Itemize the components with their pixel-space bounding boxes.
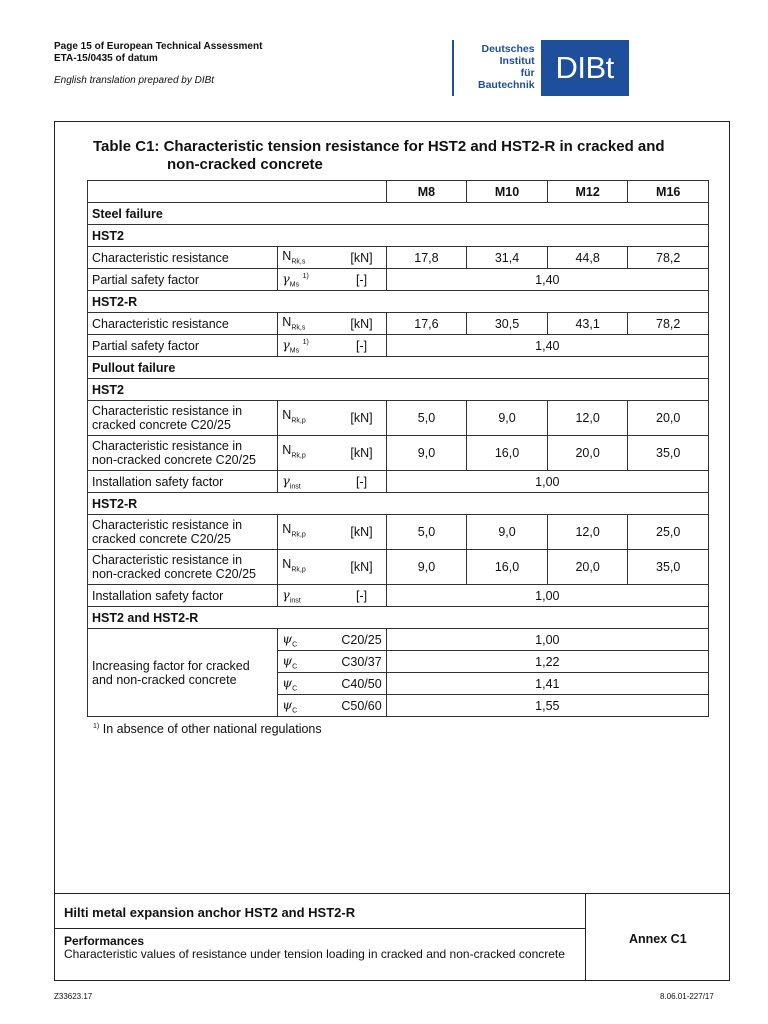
row-label: Installation safety factor — [88, 471, 278, 493]
table-title-line-1: Table C1: Characteristic tension resistance for HST2 and HST2-R in cracked and — [93, 138, 665, 155]
table-row — [88, 436, 709, 471]
group-hst2: HST2 — [88, 225, 709, 247]
product-title: Hilti metal expansion anchor HST2 and HST2-R — [64, 905, 356, 920]
group-row — [88, 291, 709, 313]
content-frame — [54, 121, 730, 981]
value-cell: 20,0 — [628, 401, 709, 436]
table-header-row — [88, 181, 709, 203]
value-cell: 20,0 — [547, 550, 628, 585]
unit-cell: [-] — [337, 335, 386, 357]
row-label: Characteristic resistance in cracked concrete C20/25 — [88, 515, 278, 550]
group-both: HST2 and HST2-R — [88, 607, 709, 629]
value-cell: 9,0 — [386, 550, 467, 585]
row-label: Characteristic resistance — [88, 247, 278, 269]
section-row — [88, 357, 709, 379]
unit-cell: [kN] — [337, 247, 386, 269]
logo-divider — [452, 40, 454, 96]
table-row — [88, 401, 709, 436]
footnote — [93, 722, 322, 736]
value-cell: 1,40 — [386, 269, 708, 291]
value-cell: 16,0 — [467, 436, 548, 471]
symbol-cell: $\psi_C$ — [278, 673, 338, 695]
symbol-cell: $\gamma_{Ms}$ $^{1)}$ — [278, 269, 338, 291]
table-row — [88, 247, 709, 269]
unit-cell: [kN] — [337, 313, 386, 335]
symbol-cell: $N_{Rk,p}$ — [278, 515, 338, 550]
value-cell: 17,8 — [386, 247, 467, 269]
value-cell: 5,0 — [386, 401, 467, 436]
symbol-cell: $N_{Rk,p}$ — [278, 436, 338, 471]
unit-cell: [kN] — [337, 436, 386, 471]
unit-cell: [-] — [337, 471, 386, 493]
table-row — [88, 335, 709, 357]
value-cell: 1,41 — [386, 673, 708, 695]
value-cell: 1,00 — [386, 585, 708, 607]
section-title: Performances — [64, 934, 145, 948]
value-cell: 20,0 — [547, 436, 628, 471]
symbol-cell: $N_{Rk,p}$ — [278, 550, 338, 585]
value-cell: 43,1 — [547, 313, 628, 335]
value-cell: 1,00 — [386, 629, 708, 651]
table-title-line-2: non-cracked concrete — [167, 156, 323, 173]
group-row — [88, 379, 709, 401]
footer-left: Z33623.17 — [54, 992, 93, 1001]
table-row — [88, 629, 709, 651]
resistance-table — [87, 180, 709, 717]
value-cell: 78,2 — [628, 247, 709, 269]
value-cell: 12,0 — [547, 515, 628, 550]
group-hst2r: HST2-R — [88, 291, 709, 313]
symbol-cell: $\gamma_{Ms}$ $^{1)}$ — [278, 335, 338, 357]
symbol-cell: $N_{Rk,s}$ — [278, 313, 338, 335]
document-header — [54, 41, 262, 87]
eta-reference: ETA-15/0435 of datum — [54, 53, 158, 64]
value-cell: 1,40 — [386, 335, 708, 357]
value-cell: 1,55 — [386, 695, 708, 717]
row-label: Characteristic resistance in non-cracked concrete C20/25 — [88, 436, 278, 471]
page-info: Page 15 of European Technical Assessment — [54, 41, 263, 52]
table-title — [93, 138, 665, 174]
value-cell: 31,4 — [467, 247, 548, 269]
unit-cell: [kN] — [337, 515, 386, 550]
section-description: Characteristic values of resistance under tension loading in cracked and non-cracked concrete — [64, 947, 565, 961]
group-row — [88, 607, 709, 629]
value-cell: 1,00 — [386, 471, 708, 493]
row-label: Characteristic resistance in cracked concrete C20/25 — [88, 401, 278, 436]
symbol-cell: $N_{Rk,s}$ — [278, 247, 338, 269]
section-row — [88, 203, 709, 225]
unit-cell: [kN] — [337, 550, 386, 585]
value-cell: 9,0 — [467, 515, 548, 550]
row-label: Characteristic resistance in non-cracked concrete C20/25 — [88, 550, 278, 585]
class-cell: C50/60 — [337, 695, 386, 717]
value-cell: 25,0 — [628, 515, 709, 550]
value-cell: 44,8 — [547, 247, 628, 269]
dibt-logo — [452, 40, 629, 96]
value-cell: 16,0 — [467, 550, 548, 585]
group-hst2: HST2 — [88, 379, 709, 401]
row-label: Characteristic resistance — [88, 313, 278, 335]
footer-right: 8.06.01-227/17 — [660, 992, 714, 1001]
value-cell: 35,0 — [628, 436, 709, 471]
table-row — [88, 471, 709, 493]
value-cell: 1,22 — [386, 651, 708, 673]
logo-line-2: Institut — [499, 55, 535, 67]
class-cell: C30/37 — [337, 651, 386, 673]
description-cell — [55, 929, 586, 981]
value-cell: 9,0 — [467, 401, 548, 436]
value-cell: 9,0 — [386, 436, 467, 471]
row-label: Partial safety factor — [88, 269, 278, 291]
row-label: Increasing factor for cracked and non-cracked concrete — [88, 629, 278, 717]
symbol-cell: $\psi_C$ — [278, 695, 338, 717]
logo-wordmark — [478, 43, 535, 96]
symbol-cell: $N_{Rk,p}$ — [278, 401, 338, 436]
col-header: M10 — [467, 181, 548, 203]
symbol-cell: $\psi_C$ — [278, 629, 338, 651]
table-row — [88, 515, 709, 550]
value-cell: 5,0 — [386, 515, 467, 550]
header-empty-cell — [88, 181, 387, 203]
logo-line-1: Deutsches — [481, 43, 535, 55]
table-row — [88, 585, 709, 607]
logo-line-4: Bautechnik — [478, 79, 535, 91]
class-cell: C40/50 — [337, 673, 386, 695]
unit-cell: [-] — [337, 585, 386, 607]
value-cell: 30,5 — [467, 313, 548, 335]
row-label: Partial safety factor — [88, 335, 278, 357]
section-pullout-failure: Pullout failure — [88, 357, 709, 379]
table-row — [88, 550, 709, 585]
product-cell — [55, 894, 586, 929]
value-cell: 12,0 — [547, 401, 628, 436]
footnote-text: In absence of other national regulations — [102, 722, 322, 736]
logo-line-3: für — [520, 67, 535, 79]
annex-label: Annex C1 — [629, 932, 687, 946]
col-header: M16 — [628, 181, 709, 203]
group-hst2r: HST2-R — [88, 493, 709, 515]
title-block — [55, 893, 729, 981]
footnote-mark: 1) — [93, 722, 100, 730]
col-header: M12 — [547, 181, 628, 203]
value-cell: 35,0 — [628, 550, 709, 585]
row-label: Installation safety factor — [88, 585, 278, 607]
translation-note: English translation prepared by DIBt — [54, 75, 215, 86]
table-row — [88, 269, 709, 291]
symbol-cell: $\gamma_{inst}$ — [278, 585, 338, 607]
symbol-cell: $\gamma_{inst}$ — [278, 471, 338, 493]
value-cell: 17,6 — [386, 313, 467, 335]
unit-cell: [-] — [337, 269, 386, 291]
value-cell: 78,2 — [628, 313, 709, 335]
col-header: M8 — [386, 181, 467, 203]
section-steel-failure: Steel failure — [88, 203, 709, 225]
symbol-cell: $\psi_C$ — [278, 651, 338, 673]
class-cell: C20/25 — [337, 629, 386, 651]
group-row — [88, 493, 709, 515]
table-row — [88, 313, 709, 335]
unit-cell: [kN] — [337, 401, 386, 436]
logo-box: DIBt — [541, 40, 629, 96]
group-row — [88, 225, 709, 247]
